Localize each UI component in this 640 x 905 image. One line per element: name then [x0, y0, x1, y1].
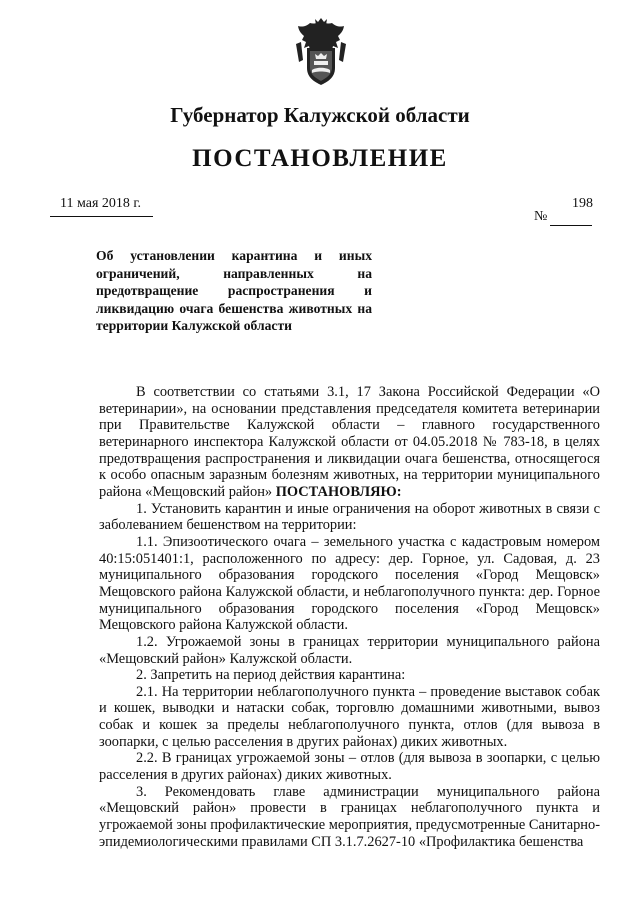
resolve-word: ПОСТАНОВЛЯЮ: [275, 483, 402, 500]
intro-paragraph [99, 384, 600, 501]
number-label: № [534, 209, 548, 224]
paragraph-3: 3. Рекомендовать главе администрации муниципального района «Мещовский район» провести в границах неблагополучного пункта и угрожаемой зоны профилактические мероприятия, предусмотренные Санитарно-эпидемиологическими правилами СП 3.1.7.2627-10 «Профилактика бешенства [99, 783, 600, 850]
paragraph-1-2: 1.2. Угрожаемой зоны в границах территории муниципального района «Мещовский район» Калужской области. [99, 633, 600, 667]
document-date: 11 мая 2018 г. [60, 196, 142, 211]
paragraph-1-1: 1.1. Эпизоотического очага – земельного участка с кадастровым номером 40:15:051401:1, расположенного по адресу: дер. Горное, ул. Садовая, д. 23 муниципального образования городского поселения «Город Мещовск» Мещовского района Калужской области, и неблагополучного пункта: дер. Горное муниципального образования городского поселения «Город Мещовск» Мещовского района Калужской области. [99, 533, 600, 634]
date-field [50, 196, 153, 217]
document-subject: Об установлении карантина и иных ограничений, направленных на предотвращение распространения и ликвидацию очага бешенства животных на территории Калужской области [96, 248, 372, 333]
document-body [99, 384, 600, 850]
number-field [534, 209, 592, 229]
paragraph-2: 2. Запретить на период действия карантина: [136, 667, 406, 684]
document-type: ПОСТАНОВЛЕНИЕ [192, 145, 448, 172]
paragraph-2-1: 2.1. На территории неблагополучного пункта – проведение выставок собак и кошек, выводки и натаски собак, торговлю домашними животными, вывоз собак и кошек за пределы неблагополучного пункта, отлов (для вывоза в зоопарки, с целью расселения в других районах) диких животных. [99, 683, 600, 750]
org-title: Губернатор Калужской области [170, 103, 470, 127]
paragraph-2-2: 2.2. В границах угрожаемой зоны – отлов (для вывоза в зоопарки, с целью расселения в других районах) диких животных. [99, 750, 600, 784]
intro-text: В соответствии со статьями 3.1, 17 Закона Российской Федерации «О ветеринарии», на основании представления председателя комитета ветеринарии при Правительстве Калужской области – главного государственного ветеринарного инспектора Калужской области от 04.05.2018 № 783-18, в целях предотвращения распространения и ликвидации очага бешенства, относящегося к особо опасным заразным болезням животных, на территории муниципального района «Мещовский район» [99, 384, 600, 500]
paragraph-1: 1. Установить карантин и иные ограничения на оборот животных в связи с заболеванием бешенством на территории: [99, 500, 600, 534]
coat-of-arms-icon [293, 18, 349, 86]
document-number: 198 [572, 196, 593, 211]
